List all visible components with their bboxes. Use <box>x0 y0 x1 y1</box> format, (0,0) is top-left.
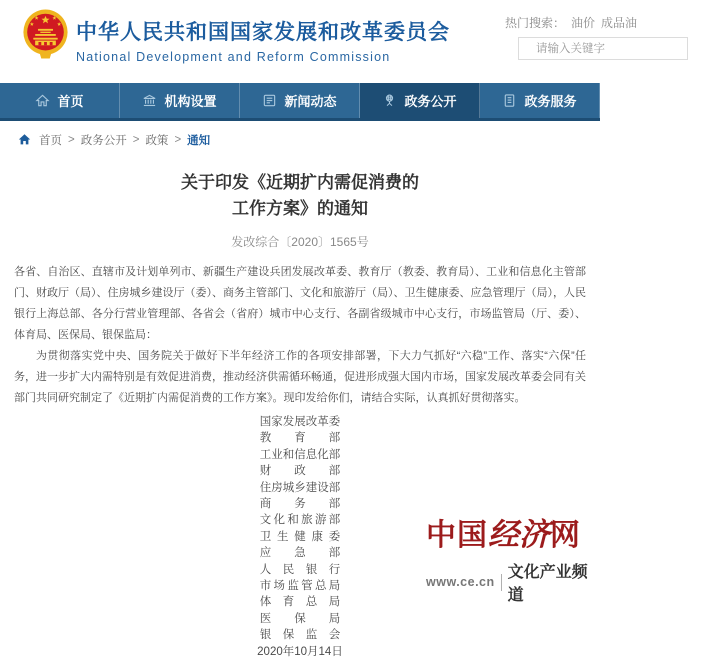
document-number: 发改综合〔2020〕1565号 <box>231 235 369 249</box>
nav-label: 新闻动态 <box>284 94 337 109</box>
breadcrumb-separator: > <box>132 133 140 146</box>
logo-text-jingji: 经济 <box>488 517 550 553</box>
article-paragraph-recipients: 各省、自治区、直辖市及计划单列市、新疆生产建设兵团发展改革委、教育厅（教委、教育局）、工业和信息化主管部门、财政厅（局）、住房城乡建设厅（委）、商务主管部门、文化和旅游厅（局）、卫生健康委、应急管理厅（局），人民银行上海总部、各分行营业管理部、各省会（省府）城市中心支行、各副省级城市中心支行，市场监管局（厅、委）、体育局、医保局、银保监局： <box>14 266 586 341</box>
site-header <box>0 0 638 83</box>
national-emblem-icon <box>22 8 69 60</box>
signatory: 体育总局 <box>259 596 341 609</box>
breadcrumb-item-notice: 通知 <box>187 134 211 147</box>
breadcrumb-item-gov-disclosure[interactable]: 政务公开 <box>80 134 127 147</box>
breadcrumb-separator: > <box>174 133 182 146</box>
logo-channel: 文化产业频道 <box>507 562 588 604</box>
hot-search <box>505 14 725 31</box>
nav-label: 机构设置 <box>164 94 217 109</box>
home-icon <box>35 93 50 108</box>
page-title-line1: 关于印发《近期扩内需促消费的 <box>181 173 419 192</box>
nav-label: 首页 <box>57 94 84 109</box>
signatory: 市场监管总局 <box>259 580 341 593</box>
breadcrumb-item-policy[interactable]: 政策 <box>145 134 169 147</box>
hot-search-term-link[interactable]: 成品油 <box>601 16 638 30</box>
signatory: 应急部 <box>259 547 341 560</box>
breadcrumb-separator: > <box>68 133 75 146</box>
search-input[interactable] <box>519 38 687 59</box>
document-icon <box>502 93 517 108</box>
main-nav <box>0 83 600 121</box>
logo-divider <box>501 574 502 591</box>
nav-label: 政务服务 <box>524 94 577 109</box>
nav-item-news[interactable] <box>240 83 360 118</box>
logo-text-wang: 网 <box>550 519 581 552</box>
hot-search-term-link[interactable]: 油价 <box>571 16 596 30</box>
logo-wordmark <box>426 517 598 553</box>
logo-url: www.ce.cn <box>426 575 495 589</box>
signatory: 财政部 <box>259 465 341 478</box>
signatory: 工业和信息化部 <box>259 448 341 461</box>
search-zone <box>505 14 725 60</box>
page-title <box>14 170 586 222</box>
breadcrumb-home-icon <box>18 133 31 146</box>
article-paragraph-main: 为贯彻落实党中央、国务院关于做好下半年经济工作的各项安排部署，下大力气抓好“六稳”工作、落实“六保”任务，进一步扩大内需特别是有效促进消费，推动经济供需循环畅通，促进形成强大国内市场，国家发展改革委会同有关部门共同研究制定了《近期扩内需促消费的工作方案》。现印发给你们，请结合实际，认真抓好贯彻落实。 <box>14 350 586 404</box>
site-name-zh: 中华人民共和国国家发展和改革委员会 <box>76 21 450 44</box>
nav-label: 政务公开 <box>404 94 457 109</box>
signatory: 医保局 <box>259 612 341 625</box>
signatory: 银保监会 <box>259 629 341 642</box>
nav-item-home[interactable] <box>0 83 120 118</box>
signatory: 人民银行 <box>259 563 341 576</box>
site-name-en: National Development and Reform Commission <box>76 50 391 64</box>
signatory: 文化和旅游部 <box>259 514 341 527</box>
megaphone-icon <box>382 93 397 108</box>
signatory: 住房城乡建设部 <box>259 481 341 494</box>
news-icon <box>262 93 277 108</box>
nav-item-organization[interactable] <box>120 83 240 118</box>
institution-icon <box>142 93 157 108</box>
breadcrumb-item-home[interactable]: 首页 <box>39 134 62 147</box>
signatory: 国家发展改革委 <box>259 416 341 428</box>
signatory: 教育部 <box>259 432 341 445</box>
hot-search-label: 热门搜索： <box>505 16 566 30</box>
site-title <box>76 16 450 64</box>
logo-subline <box>426 559 598 605</box>
nav-item-gov-disclosure[interactable] <box>360 83 480 118</box>
signature-date: 2020年10月14日 <box>257 645 343 658</box>
breadcrumb <box>0 121 600 158</box>
page-title-line2: 工作方案》的通知 <box>232 199 368 218</box>
search-box <box>518 37 688 60</box>
logo-text-zhongguo: 中国 <box>426 519 488 552</box>
signatory: 商务部 <box>259 498 341 511</box>
nav-item-gov-services[interactable] <box>480 83 600 118</box>
china-economic-net-logo <box>426 517 598 605</box>
signatory: 卫生健康委 <box>259 530 341 543</box>
